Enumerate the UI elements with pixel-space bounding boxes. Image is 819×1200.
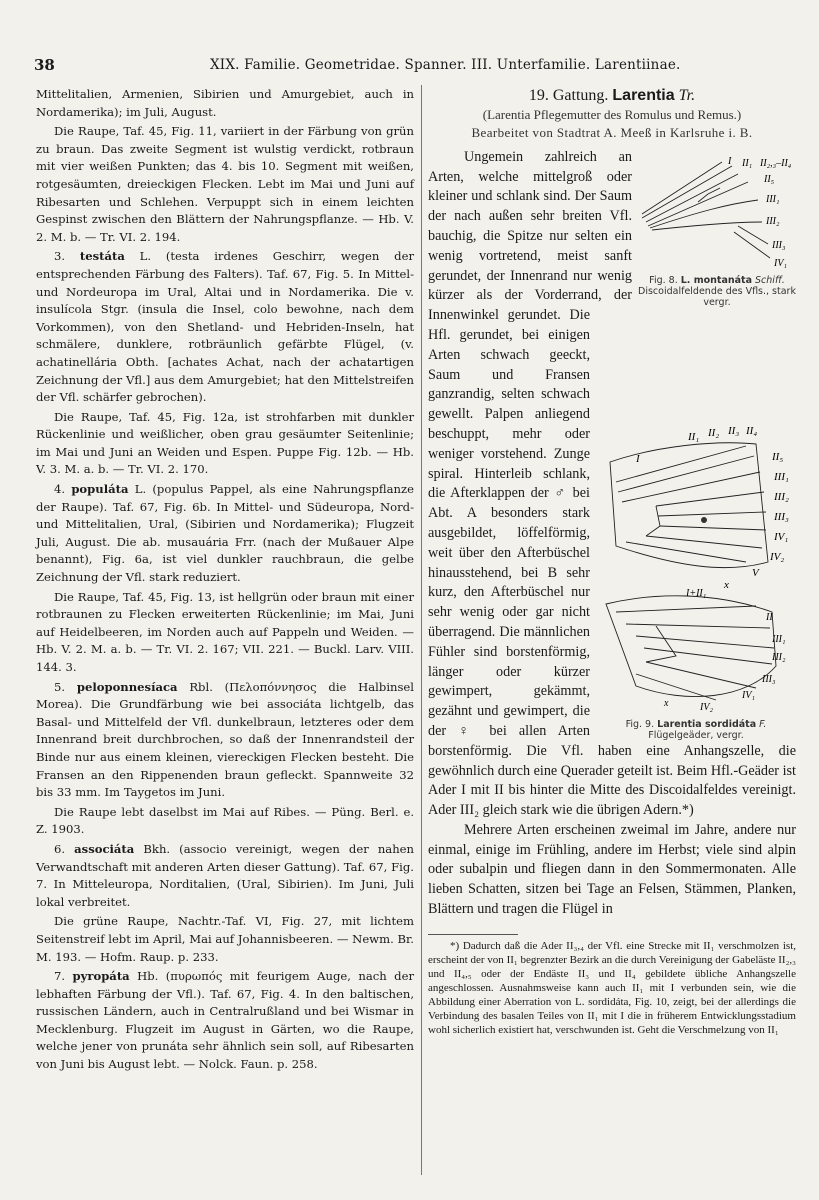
right-column (428, 86, 796, 1037)
species-entry (36, 481, 414, 587)
paragraph-text: L. (testa irdenes Geschirr, wegen der entsprechenden Färbung des Falters). Taf. 67, Fig. 5. In Mittel- und Nordeuropa im Ural, Altai und in Nordamerika. Die v. insulícola Stgr. (insula die Insel, colo bewohne, nach dem Vorkommen), von den Shetland- und Hebriden-Inseln, hat schmälere, dunklere, rotbräunlich gefärbte Flügel, (v. achatinellária Obth. [achates Achat, nach der achatartigen Zeichnung der Vfl.] aus dem Amurgebiet; hat den Mittelstreifen der Vfl. schärfer gebrochen). (36, 249, 414, 405)
fig9-hindwing-vein-label: x (664, 697, 669, 709)
fig8-caption (638, 275, 796, 308)
text-paragraph (36, 123, 414, 246)
species-number: 6. (54, 841, 75, 856)
text-paragraph (36, 409, 414, 479)
fig8-vein-label: II₅ (764, 173, 775, 185)
paragraph-text: Die Raupe, Taf. 45, Fig. 12a, ist strohfarben mit dunkler Rückenlinie und weißlicher, oben grau gesäumter Seitenlinie; im Mai und Juni an Weiden und Espen. Puppe Fig. 12b. — Hb. V. 3. M. a. b. — Tr. VI. 2. 170. (36, 409, 414, 477)
text-paragraph (36, 86, 414, 121)
fig9-forewing-vein-label: II₂ (708, 426, 720, 439)
running-title: XIX. Familie. Geometridae. Spanner. III. Unterfamilie. Larentiinae. (210, 57, 681, 73)
fig9-hindwing-vein-label: IV₁ (742, 689, 755, 701)
genus-etymology: (Larentia Pflegemutter des Romulus und Remus.) (482, 106, 742, 122)
fig8-vein-label: III₁ (766, 193, 780, 205)
fig9-forewing-vein-label: III₁ (774, 470, 789, 483)
species-entry (36, 968, 414, 1074)
column-divider (421, 85, 422, 1175)
fig9-forewing-vein-label: IV₁ (774, 530, 789, 543)
genus-number: 19. Gattung. (528, 87, 609, 104)
species-name: populáta (71, 482, 129, 497)
genus-name: Larentia (612, 87, 675, 104)
species-entry (36, 841, 414, 911)
fig8-vein-label: III₃ (772, 239, 786, 251)
fig9-hindwing-vein-label: III₁ (772, 633, 786, 645)
fig8-vein-label: IV₁ (774, 257, 787, 269)
fig9-forewing-vein-label: x (724, 578, 729, 591)
fig9-number: Fig. 9. (625, 718, 655, 730)
fig9-forewing-vein-label: II₁ (688, 430, 700, 443)
paragraph-text: Die Raupe lebt daselbst im Mai auf Ribes. — Püng. Berl. e. Z. 1903. (36, 804, 414, 837)
footnote-rule (428, 934, 518, 935)
fig9-forewing-vein-label: II₅ (772, 450, 784, 463)
species-name: associáta (74, 841, 135, 856)
footnote-text: *) Dadurch daß die Ader II₃,₄ der Vfl. eine Strecke mit II₁ verschmolzen ist, erscheint der von II₁ begrenzter Bezirk an die durch Vereinigung der Gabeläste II₂,₃ und II₄,₅ oder der Endäste II₃ und II₄ gebildete übliche Anhangszelle angeschlossen. Ausnahmsweise kann auch II₁ mit I verbunden sein, wie die Abbildung einer Aberration von L. sordidáta, Fig. 10, zeigt, bei der allerdings die Verbindung des basalen Teiles von II₁ mit I die in früherem Entwicklungsstadium wohl sicherlich existiert hat, verschwunden ist. Geht die Verschmelzung von II₁ (428, 939, 796, 1036)
text-paragraph (36, 589, 414, 677)
page-number: 38 (34, 56, 55, 74)
fig9-author: F. (759, 718, 767, 730)
genus-biology: Mehrere Arten erscheinen zweimal im Jahre, andere nur einmal, einige im Frühling, andere im Herbst; viele sind alpin oder subalpin und fliegen dann in den Sommermonaten. Alle lieben Schatten, sitzen bei Tage an Felsen, Stämmen, Planken, Blättern und tragen die Flügel in (428, 821, 796, 918)
paragraph-text: Die grüne Raupe, Nachtr.-Taf. VI, Fig. 27, mit lichtem Seitenstreif lebt im April, Mai auf Johannisbeeren. — Newm. Br. M. 193. — Hofm. Raup. p. 233. (36, 914, 414, 964)
paragraph-text: Bkh. (associo vereinigt, wegen der nahen Verwandtschaft mit anderen Arten dieser Gattung). Taf. 67, Fig. 7. In Mitteleuropa, Norditalien, (Ural, Sibirien). Im Juni, Juli lokal verbreitet. (36, 841, 414, 909)
fig8-vein-label: II₁ (742, 157, 753, 169)
fig9-hindwing-vein-label: III₃ (762, 673, 776, 685)
fig9-forewing-vein-label: I (636, 452, 640, 465)
paragraph-text: Die Raupe, Taf. 45, Fig. 13, ist hellgrün oder braun mit einer rotbraunen zu Flecken erweiterten Rückenlinie; im Mai, Juni auf Heidelbeeren, im Norden auch auf Pappeln und Weiden. — Hb. V. 2. M. a. b. — Tr. VI. 2. 167; VII. 221. — Buckl. Larv. VIII. 144. 3. (36, 589, 414, 674)
fig8-species: L. montanáta (680, 274, 752, 286)
figure-9 (596, 416, 796, 741)
paragraph-text: Mittelitalien, Armenien, Sibirien und Amurgebiet, auch in Nordamerika); im Juli, August. (36, 87, 414, 119)
fig9-forewing-vein-label: III₃ (774, 510, 789, 523)
fig9-description: Flügelgeäder, vergr. (648, 729, 744, 741)
fig9-forewing-vein-label: III₂ (774, 490, 789, 503)
fig9-species: Larentia sordidáta (657, 718, 757, 730)
genus-heading (428, 86, 796, 106)
species-number: 7. (54, 969, 73, 984)
footnote (428, 932, 796, 1037)
fig9-hindwing-vein-label: IV₂ (700, 701, 713, 713)
fig8-number: Fig. 8. (649, 274, 678, 286)
fig9-forewing-vein-label: II₃ (728, 424, 740, 437)
fig9-hindwing-vein-label: II (766, 611, 773, 623)
paragraph-text: L. (populus Pappel, als eine Nahrungspflanze der Raupe). Taf. 67, Fig. 6b. In Mittel- und Südeuropa, Nord- und Mittelitalien, Ural, (Sibirien und Nordamerika); Flugzeit Juli, August. Die ab. musauária Frr. (nach der Mußauer Alpe benannt), Fig. 6a, ist viel dunkler rauchbraun, die gelbe Zeichnung der Vfl. stark reduziert. (36, 482, 414, 585)
text-paragraph (36, 804, 414, 839)
fig8-author: Schiff. (755, 274, 785, 286)
fig8-vein-label: I (728, 155, 732, 167)
fig9-venation-drawing (596, 416, 796, 716)
figure-8 (638, 152, 796, 308)
editor-line: Bearbeitet von Stadtrat A. Meeß in Karlsruhe i. B. (471, 124, 753, 140)
paragraph-text: Hb. (πυρωπός mit feurigem Auge, nach der lebhaften Färbung der Vfl.). Taf. 67, Fig. 4. In den baltischen, russischen Ländern, auch in Centralrußland und bei Wismar in Mecklenburg. Flugzeit im August in Gärten, wo die Raupe, welche jener von prunáta sehr ähnlich sein soll, auf Ribesarten von Juni bis August lebt. — Nolck. Faun. p. 258. (36, 969, 415, 1072)
genus-description: Ungemein zahlreich an Arten, welche mittelgroß oder kleiner und schlank sind. Der Saum der nach außen sehr breiten Vfl. bauchig, die Spitze nur selten ein wenig vortretend, meist sanft gerundet, der Innenrand nur wenig kürzer als der Vorderrand, der Innenwinkel gerundet. Die Hfl. gerundet, bei einigen Arten schwach geeckt, Saum und Fransen ganzrandig, selten schwach gewellt. Palpen anliegend beschuppt, mehr oder weniger vorstehend. Zunge spiral. Hinterleib schlank, die Afterklappen der ♂ bei Abt. A besonders stark ausgebildet, löffelförmig, weit über den Afterbüschel hinausstehend, bei B sehr kurz, den Afterbüschel nur sehr wenig oder gar nicht überragend. Die männlichen Fühler sind borstenförmig, länger oder kürzer gewimpert, gekämmt, gezähnt und gewimpert, die der ♀ bei allen Arten borstenförmig. Die Vfl. haben eine Anhangszelle, die gewöhnlich durch eine Querader geteilt ist. Beim Hfl.-Geäder ist Ader I mit II bis hinter die Mitte des Discoidalfeldes vereinigt. Ader III₂ gleich stark wie die übrigen Adern.*) (428, 148, 796, 819)
paragraph-text: Rbl. (Πελοπόννησος die Halbinsel Morea). Die Grundfärbung wie bei associáta lichtgelb, das Basal- und Mittelfeld der Vfl. dunkelbraun, letzteres oder dem Innenrand breit durchbrochen, so daß der Innenrandsteil der Binde nur aus einem kleinen, viereckigen Flecken besteht. Die Fransen an den Rippenenden braun gefleckt. Spannweite 32 bis 33 mm. Im Taygetos im Juni. (36, 679, 415, 800)
fig8-venation-drawing (638, 152, 796, 272)
fig8-vein-label: III₂ (766, 215, 780, 227)
fig9-hindwing-vein-label: III₂ (772, 651, 786, 663)
fig9-caption (596, 719, 796, 741)
paragraph-text: Die Raupe, Taf. 45, Fig. 11, variiert in der Färbung von grün zu braun. Das zweite Segment ist wulstig verdickt, rotbraun mit vier weißen Punkten; das 4. bis 10. Segment mit weißen, rotgesäumten, dreieckigen Flecken. Lebt im Mai und Juni auf Ribesarten und Schlehen. Verpuppt sich in einem leichten Gespinst zwischen den Blättern der Nahrungspflanze. — Hb. V. 2. M. b. — Tr. VI. 2. 194. (36, 124, 414, 244)
running-header (0, 56, 819, 78)
fig9-forewing-vein-label: IV₂ (770, 550, 785, 563)
fig9-forewing-vein-label: V (752, 566, 759, 579)
species-entry (36, 679, 414, 802)
fig8-description: Discoidalfeldende des Vfls., stark vergr. (638, 285, 796, 308)
species-entry (36, 248, 414, 406)
fig9-hindwing-vein-label: I+II₁ (686, 587, 707, 599)
species-number: 5. (54, 679, 77, 694)
species-name: pyropáta (72, 969, 130, 984)
text-paragraph (36, 913, 414, 966)
species-name: testáta (79, 249, 125, 264)
species-name: peloponnesíaca (76, 679, 178, 694)
species-number: 3. (54, 249, 80, 264)
genus-author: Tr. (678, 87, 696, 104)
fig9-forewing-vein-label: II₄ (746, 424, 758, 437)
fig8-vein-label: II₂,₃–II₄ (760, 157, 792, 169)
left-column (36, 86, 414, 1076)
species-number: 4. (54, 482, 72, 497)
